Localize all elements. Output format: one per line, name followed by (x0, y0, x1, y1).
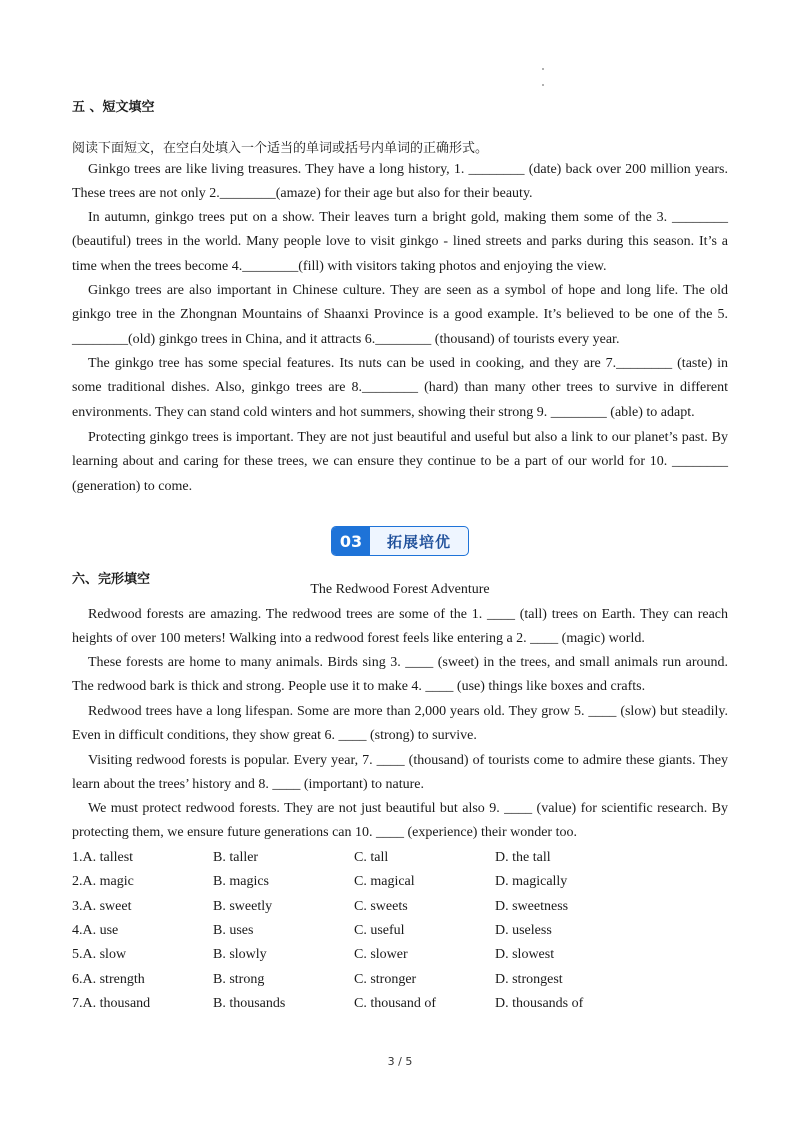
badge-number: 03 (332, 527, 370, 555)
option-row (72, 919, 728, 943)
speck-mark (542, 68, 544, 70)
option-a: 2.A. magic (72, 874, 134, 890)
option-row (72, 846, 728, 870)
option-b: B. sweetly (213, 898, 273, 914)
option-c: C. useful (354, 923, 405, 939)
section5-paragraph-3: Ginkgo trees are also important in Chinese culture. They are seen as a symbol of hope and long life. The old ginkgo tree in the Zhongnan Mountains of Shaanxi Province is a good example. It’s believed to be one of the 5. ________(old) ginkgo trees in China, and it attracts 6.________ (thousand) of tourists every year. (72, 283, 728, 347)
option-d: D. thousands of (495, 995, 584, 1011)
answer-options (72, 846, 728, 1016)
option-b: B. magics (213, 874, 269, 890)
option-c: C. tall (354, 850, 389, 866)
option-b: B. thousands (213, 995, 286, 1011)
option-a: 1.A. tallest (72, 850, 134, 866)
section6-paragraph-4: Visiting redwood forests is popular. Every year, 7. ____ (thousand) of tourists come to admire these giants. They learn about the trees’ history and 8. ____ (important) to nature. (72, 753, 728, 793)
option-c: C. sweets (354, 898, 408, 914)
option-d: D. the tall (495, 850, 551, 866)
section5-paragraph-5: Protecting ginkgo trees is important. They are not just beautiful and useful but also a link to our planet’s past. By learning about and caring for these trees, we can ensure they continue to be a part of our world for 10. ________ (generation) to come. (72, 430, 728, 494)
option-d: D. sweetness (495, 898, 569, 914)
option-d: D. strongest (495, 971, 563, 987)
option-a: 3.A. sweet (72, 898, 132, 914)
option-row (72, 870, 728, 894)
option-c: C. thousand of (354, 995, 437, 1011)
option-b: B. taller (213, 850, 259, 866)
option-b: B. strong (213, 971, 265, 987)
option-a: 7.A. thousand (72, 995, 151, 1011)
option-row (72, 943, 728, 967)
story-title: The Redwood Forest Adventure (310, 582, 490, 597)
option-d: D. useless (495, 923, 552, 939)
section5-title: 五 、短文填空 (72, 100, 155, 115)
option-a: 5.A. slow (72, 947, 127, 963)
section6-paragraph-3: Redwood trees have a long lifespan. Some are more than 2,000 years old. They grow 5. ____ (slow) but steadily. Even in difficult conditions, they show great 6. ____ (strong) to survive. (72, 704, 728, 744)
section6-paragraph-2: These forests are home to many animals. Birds sing 3. ____ (sweet) in the trees, and small animals run around. The redwood bark is thick and strong. People use it to make 4. ____ (use) things like boxes and crafts. (72, 655, 728, 695)
section6-paragraph-1: Redwood forests are amazing. The redwood trees are some of the 1. ____ (tall) trees on Earth. They can reach heights of over 100 meters! Walking into a redwood forest feels like entering a 2. ____ (magic) world. (72, 607, 728, 647)
option-row (72, 992, 728, 1016)
section6-paragraph-5: We must protect redwood forests. They are not just beautiful but also 9. ____ (value) for scientific research. By protecting them, we ensure future generations can 10. ____ (experience) their wonder too. (72, 801, 728, 841)
option-d: D. magically (495, 874, 568, 890)
badge-label: 拓展培优 (386, 532, 451, 551)
section6-title: 六、完形填空 (72, 572, 151, 587)
section5-instruction: 阅读下面短文，在空白处填入一个适当的单词或括号内单词的正确形式。 (72, 141, 489, 156)
option-b: B. slowly (213, 947, 267, 963)
option-row (72, 967, 728, 991)
option-row (72, 895, 728, 919)
speck-mark (542, 84, 544, 86)
option-a: 6.A. strength (72, 971, 145, 987)
option-d: D. slowest (495, 947, 555, 963)
section5-paragraph-4: The ginkgo tree has some special features. Its nuts can be used in cooking, and they are 7.________ (taste) in some traditional dishes. Also, ginkgo trees are 8.________ (hard) than many other trees to survive in different environments. They can stand cold winters and hot summers, showing their strong 9. ________ (able) to adapt. (72, 356, 728, 420)
option-c: C. stronger (354, 971, 417, 987)
section5-paragraph-1: Ginkgo trees are like living treasures. They have a long history, 1. ________ (date) back over 200 million years. These trees are not only 2.________(amaze) for their age but also for their beauty. (72, 162, 728, 202)
option-c: C. magical (354, 874, 415, 890)
option-b: B. uses (213, 923, 254, 939)
option-c: C. slower (354, 947, 408, 963)
section5-paragraph-2: In autumn, ginkgo trees put on a show. Their leaves turn a bright gold, making them some of the 3. ________ (beautiful) trees in the world. Many people love to visit ginkgo - lined streets and parks during this season. It’s a time when the trees become 4.________(fill) with visitors taking photos and enjoying the view. (72, 210, 728, 274)
page-number: 3 / 5 (387, 1055, 413, 1068)
option-a: 4.A. use (72, 923, 119, 939)
section-badge (331, 526, 469, 556)
